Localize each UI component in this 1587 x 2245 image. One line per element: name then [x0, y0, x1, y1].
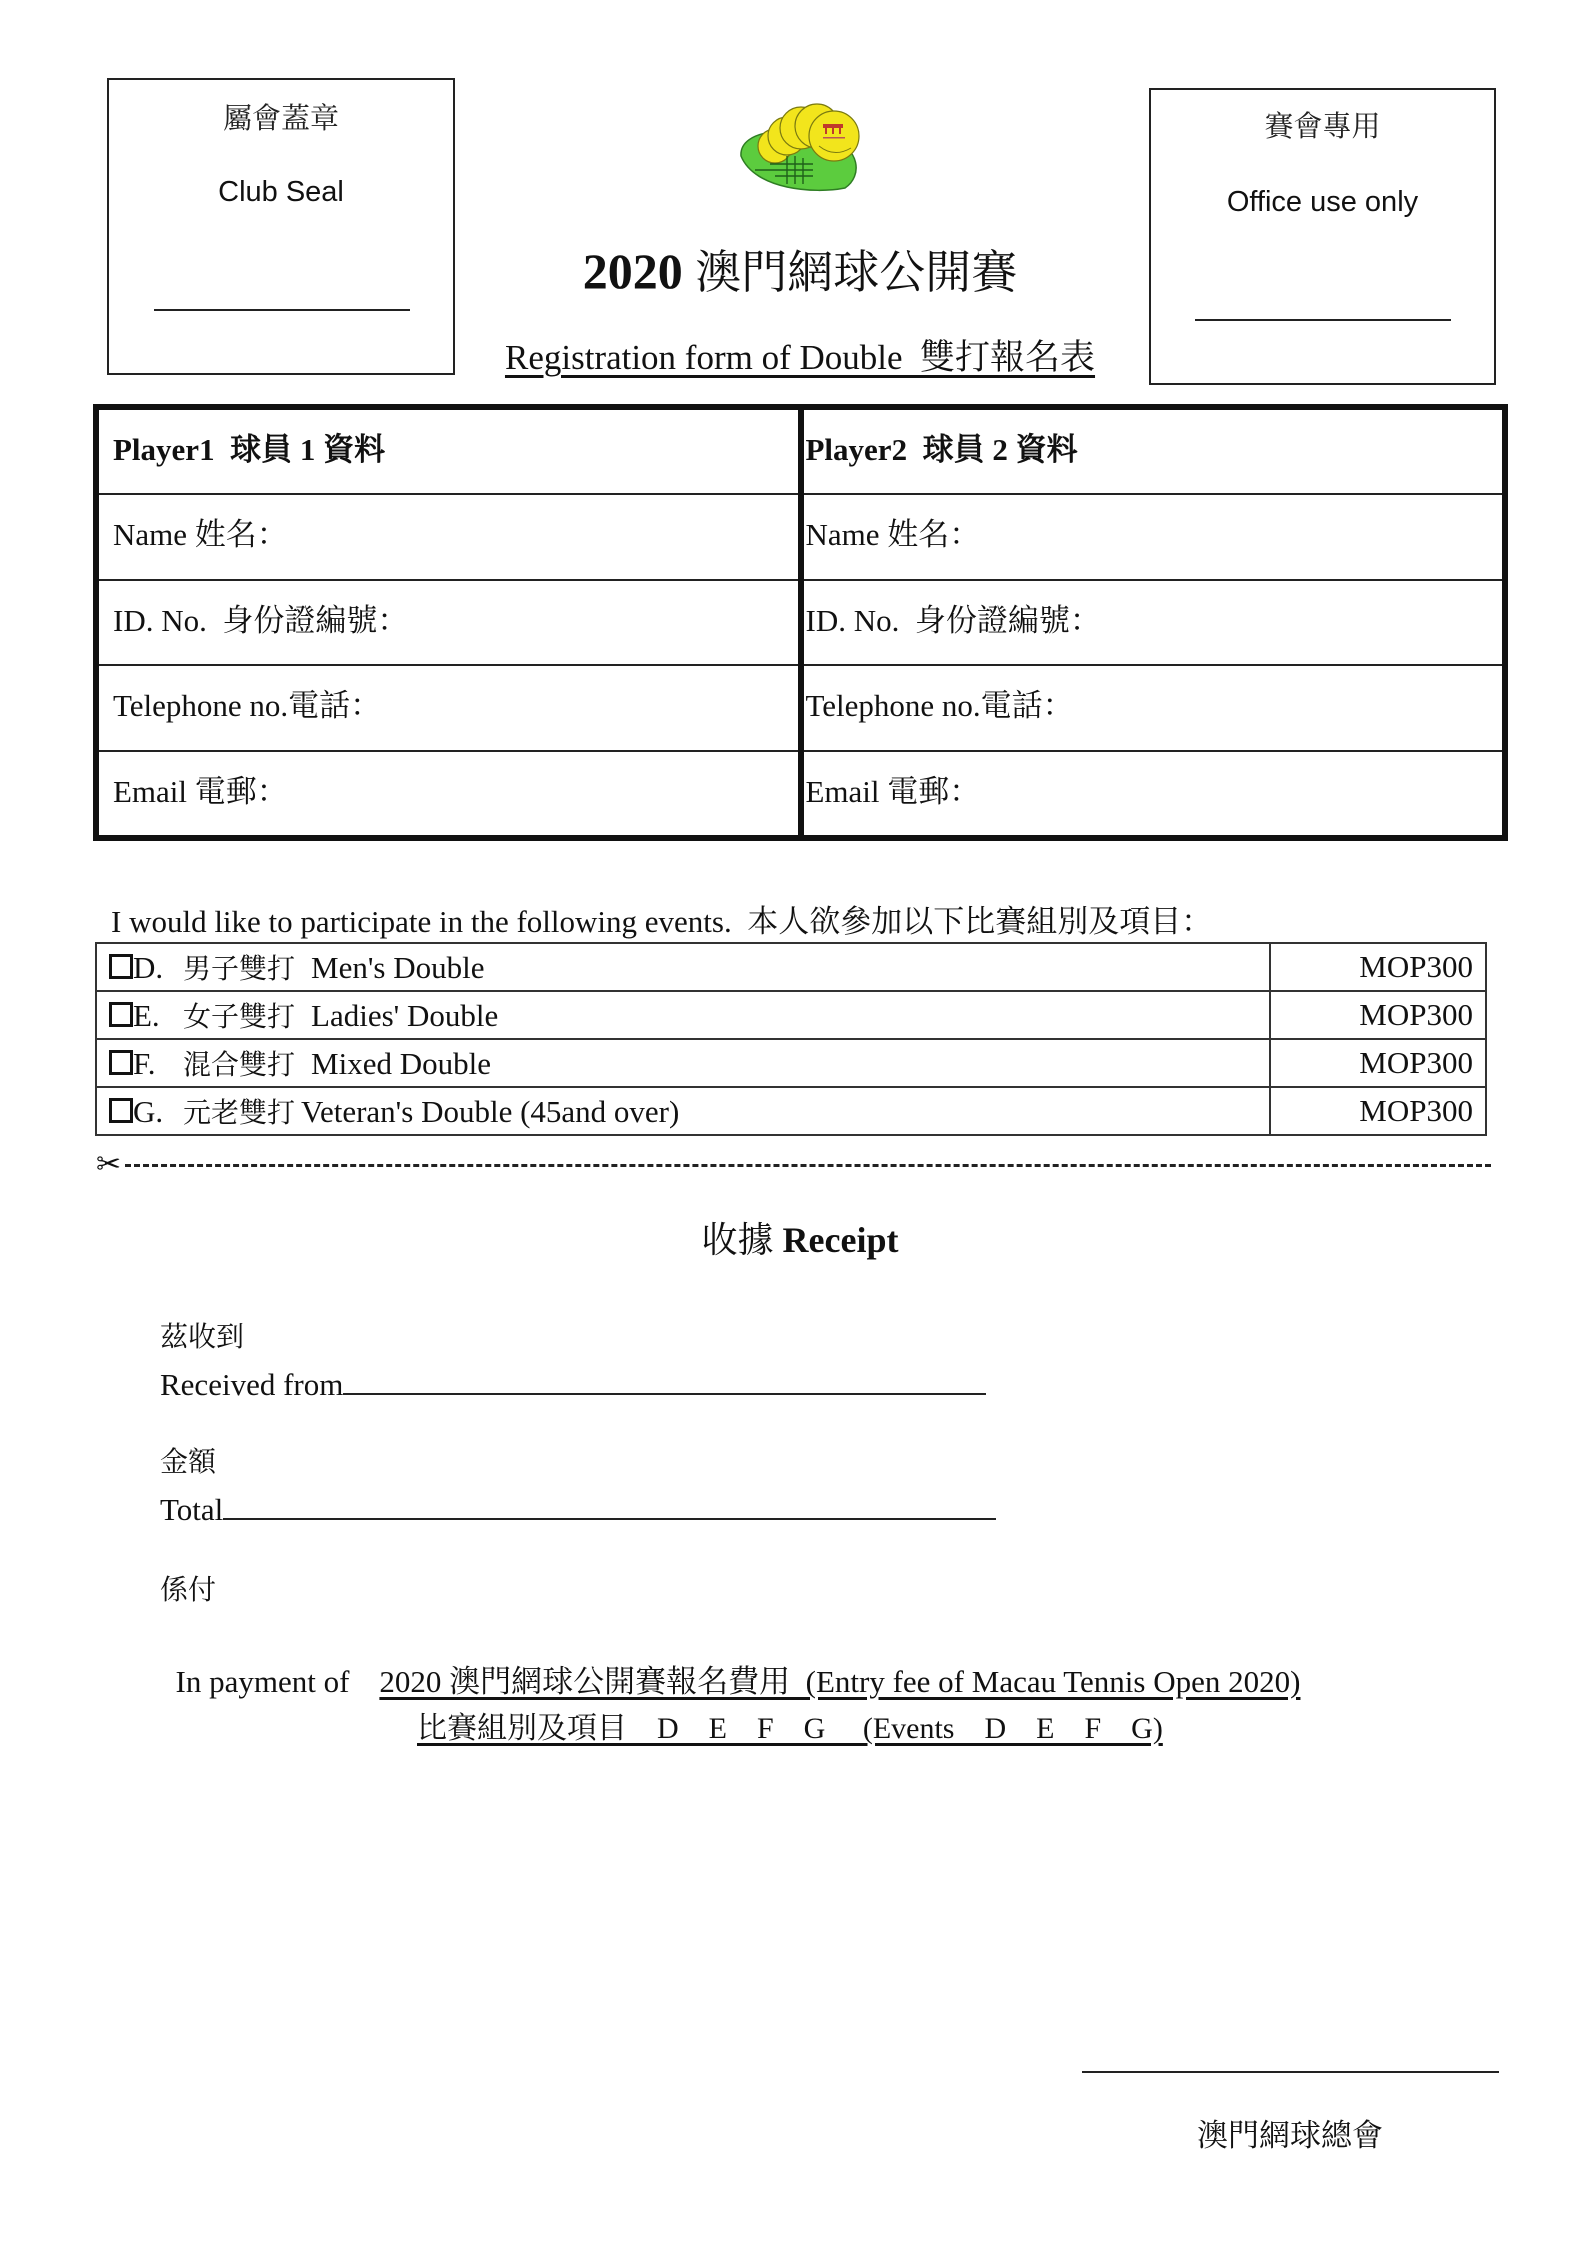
- title-year: 2020: [582, 243, 683, 299]
- event-row: [96, 991, 1486, 1039]
- player2-heading: Player2 球員 2 資料: [804, 410, 1503, 495]
- total-label: Total: [160, 1492, 224, 1527]
- office-signature-line: [1195, 319, 1451, 321]
- office-use-label-en: Office use only: [1226, 186, 1419, 218]
- logo-graphic: [735, 98, 865, 193]
- payment-label-zh: 係付: [160, 1573, 217, 1606]
- player1-email-field[interactable]: Email 電郵：: [113, 773, 288, 809]
- player2-name-field[interactable]: Name 姓名：: [804, 495, 1503, 580]
- event-code: D.: [133, 950, 164, 985]
- event-name-en: Mixed Double: [311, 1046, 491, 1081]
- office-use-box: [1149, 88, 1496, 385]
- receipt-title: [600, 1212, 1000, 1263]
- player1-telephone-field[interactable]: Telephone no.電話：: [99, 666, 798, 751]
- player1-column: [99, 410, 804, 835]
- received-from-label: Received from: [160, 1367, 344, 1402]
- payment-description: 2020 澳門網球公開賽報名費用 (Entry fee of Macau Tennis Open 2020): [379, 1664, 1301, 1699]
- received-label-zh: 茲收到: [160, 1320, 245, 1353]
- payment-label: In payment of: [175, 1664, 350, 1699]
- event-d-checkbox[interactable]: [109, 954, 133, 979]
- event-f-checkbox[interactable]: [109, 1050, 133, 1075]
- received-from-line[interactable]: [343, 1365, 986, 1395]
- office-use-label-zh: 賽會專用: [1264, 109, 1381, 143]
- event-e-checkbox[interactable]: [109, 1002, 133, 1027]
- tennis-association-logo: [735, 98, 865, 193]
- event-code: E.: [133, 998, 160, 1033]
- event-name-zh: 元老雙打: [183, 1096, 296, 1129]
- signature-line: [1082, 2071, 1499, 2073]
- event-name-en: Ladies' Double: [311, 998, 499, 1033]
- player2-column: [804, 410, 1503, 835]
- dashed-divider: [125, 1164, 1491, 1167]
- club-seal-box: [107, 78, 455, 375]
- player1-name-field[interactable]: Name 姓名：: [99, 495, 798, 580]
- club-seal-label-zh: 屬會蓋章: [222, 101, 339, 135]
- total-label-zh: 金額: [160, 1445, 217, 1478]
- event-name-en: Veteran's Double (45and over): [301, 1094, 680, 1129]
- event-name-zh: 女子雙打: [183, 1000, 296, 1033]
- form-subtitle: Registration form of Double 雙打報名表: [504, 338, 1096, 377]
- event-fee: MOP300: [1270, 1087, 1486, 1135]
- event-code: F.: [133, 1046, 156, 1081]
- receipt-title-en: Receipt: [782, 1220, 899, 1260]
- receipt-title-zh: 收據: [701, 1220, 774, 1261]
- received-from-row: [160, 1365, 986, 1403]
- total-row: [160, 1490, 996, 1528]
- club-seal-signature-line: [154, 309, 410, 311]
- event-name-zh: 男子雙打: [183, 952, 296, 985]
- event-row: [96, 943, 1486, 991]
- total-line[interactable]: [223, 1490, 996, 1520]
- player2-telephone-field[interactable]: Telephone no.電話：: [804, 666, 1503, 751]
- player-info-table: [93, 404, 1508, 841]
- event-name-zh: 混合雙打: [183, 1048, 296, 1081]
- event-fee: MOP300: [1270, 1039, 1486, 1087]
- club-seal-label-en: Club Seal: [218, 176, 344, 208]
- event-g-checkbox[interactable]: [109, 1098, 133, 1123]
- event-row: [96, 1039, 1486, 1087]
- event-fee: MOP300: [1270, 943, 1486, 991]
- page-title: [440, 236, 1160, 302]
- cut-line: [96, 1148, 1491, 1182]
- payment-row: [160, 1620, 1300, 1701]
- player1-id-field[interactable]: ID. No. 身份證編號：: [99, 581, 798, 666]
- event-name-en: Men's Double: [311, 950, 485, 985]
- event-row: [96, 1087, 1486, 1135]
- scissors-icon: ✂: [96, 1147, 122, 1182]
- organization-name: 澳門網球總會: [1197, 2118, 1383, 2154]
- events-summary-line: 比賽組別及項目 D E F G (Events D E F G): [417, 1712, 1163, 1745]
- player2-email-field[interactable]: Email 電郵：: [805, 773, 981, 809]
- event-fee: MOP300: [1270, 991, 1486, 1039]
- events-intro: I would like to participate in the following events. 本人欲參加以下比賽組別及項目：: [111, 904, 1213, 939]
- events-table: [95, 942, 1487, 1136]
- player1-heading: Player1 球員 1 資料: [99, 410, 798, 495]
- player2-id-field[interactable]: ID. No. 身份證編號：: [804, 581, 1503, 666]
- event-code: G.: [133, 1094, 164, 1129]
- title-zh: 澳門網球公開賽: [695, 245, 1018, 299]
